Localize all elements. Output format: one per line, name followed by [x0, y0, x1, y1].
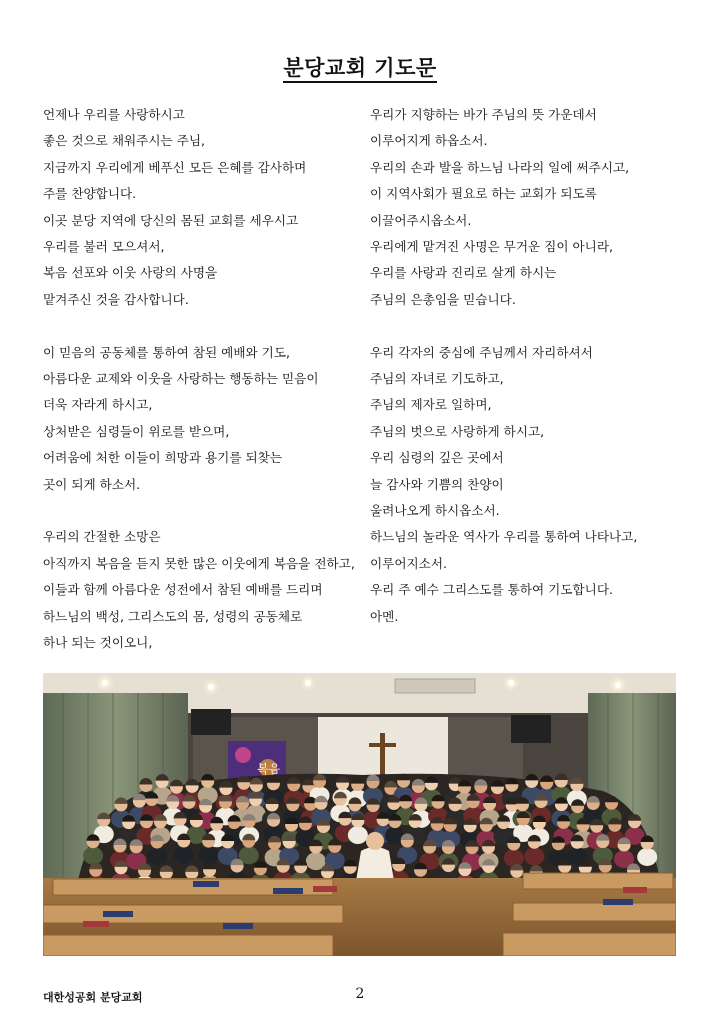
- prayer-line: 상처받은 심령들이 위로를 받으며,: [43, 423, 230, 439]
- stanza: [43, 340, 358, 498]
- prayer-right-column: [370, 102, 680, 630]
- prayer-line: 지금까지 우리에게 베푸신 모든 은혜를 감사하며: [43, 159, 307, 175]
- prayer-line: 우리 심령의 깊은 곳에서: [370, 450, 504, 466]
- prayer-line: 우리에게 맡겨진 사명은 무거운 짐이 아니라,: [370, 239, 613, 255]
- prayer-line: 좋은 것으로 채워주시는 주님,: [43, 133, 205, 149]
- prayer-line: 우리 주 예수 그리스도를 통하여 기도합니다.: [370, 582, 613, 598]
- prayer-line: 복음 선포와 이웃 사랑의 사명을: [43, 265, 218, 281]
- prayer-line: 이루어지게 하옵소서.: [370, 133, 488, 149]
- prayer-line: 곳이 되게 하소서.: [43, 476, 141, 492]
- prayer-line: 더욱 자라게 하시고,: [43, 397, 153, 413]
- prayer-line: 이 믿음의 공동체를 통하여 참된 예배와 기도,: [43, 344, 291, 360]
- prayer-line: 우리의 손과 발을 하느님 나라의 일에 써주시고,: [370, 159, 630, 175]
- prayer-left-column: [43, 102, 358, 657]
- prayer-line: 주님의 은총임을 믿습니다.: [370, 291, 516, 307]
- prayer-line: 맡겨주신 것을 감사합니다.: [43, 291, 189, 307]
- prayer-line: 우리를 불러 모으셔서,: [43, 239, 165, 255]
- prayer-line: 이 지역사회가 필요로 하는 교회가 되도록: [370, 186, 597, 202]
- prayer-line: 울려나오게 하시옵소서.: [370, 503, 500, 519]
- prayer-line: 우리의 간절한 소망은: [43, 529, 161, 545]
- prayer-line: 언제나 우리를 사랑하시고: [43, 107, 185, 122]
- stanza: [370, 340, 680, 630]
- prayer-line: 우리를 사랑과 진리로 살게 하시는: [370, 265, 557, 281]
- prayer-line: 주님의 제자로 일하며,: [370, 397, 492, 413]
- stanza: [43, 102, 358, 313]
- stanza: [43, 524, 358, 656]
- prayer-line: 우리 각자의 중심에 주님께서 자리하셔서: [370, 344, 593, 360]
- prayer-line: 이들과 함께 아름다운 성전에서 참된 예배를 드리며: [43, 582, 323, 598]
- page-title: 분당교회 기도문: [0, 52, 720, 82]
- prayer-line: 주님의 자녀로 기도하고,: [370, 371, 504, 387]
- prayer-line: 이루어지소서.: [370, 555, 447, 571]
- footer-organization: 대한성공회 분당교회: [43, 991, 143, 1004]
- prayer-line: 늘 감사와 기쁨의 찬양이: [370, 476, 504, 492]
- prayer-line: 주님의 벗으로 사랑하게 하시고,: [370, 423, 545, 439]
- prayer-line: 아멘.: [370, 608, 399, 624]
- prayer-line: 하느님의 놀라운 역사가 우리를 통하여 나타나고,: [370, 529, 638, 545]
- banner-text: 복음: [257, 762, 281, 776]
- prayer-line: 이끌어주시옵소서.: [370, 212, 472, 228]
- prayer-line: 주를 찬양합니다.: [43, 186, 137, 202]
- prayer-line: 하느님의 백성, 그리스도의 몸, 성령의 공동체로: [43, 608, 303, 624]
- prayer-line: 아름다운 교제와 이웃을 사랑하는 행동하는 믿음이: [43, 371, 319, 387]
- congregation-group-photo: [43, 673, 676, 956]
- prayer-line: 아직까지 복음을 듣지 못한 많은 이웃에게 복음을 전하고,: [43, 555, 355, 571]
- stanza: [370, 102, 680, 313]
- prayer-line: 우리가 지향하는 바가 주님의 뜻 가운데서: [370, 107, 597, 122]
- prayer-line: 어려움에 처한 이들이 희망과 용기를 되찾는: [43, 450, 282, 466]
- page-number: 2: [355, 986, 365, 1002]
- prayer-line: 하나 되는 것이오니,: [43, 635, 153, 651]
- prayer-line: 이곳 분당 지역에 당신의 몸된 교회를 세우시고: [43, 212, 299, 228]
